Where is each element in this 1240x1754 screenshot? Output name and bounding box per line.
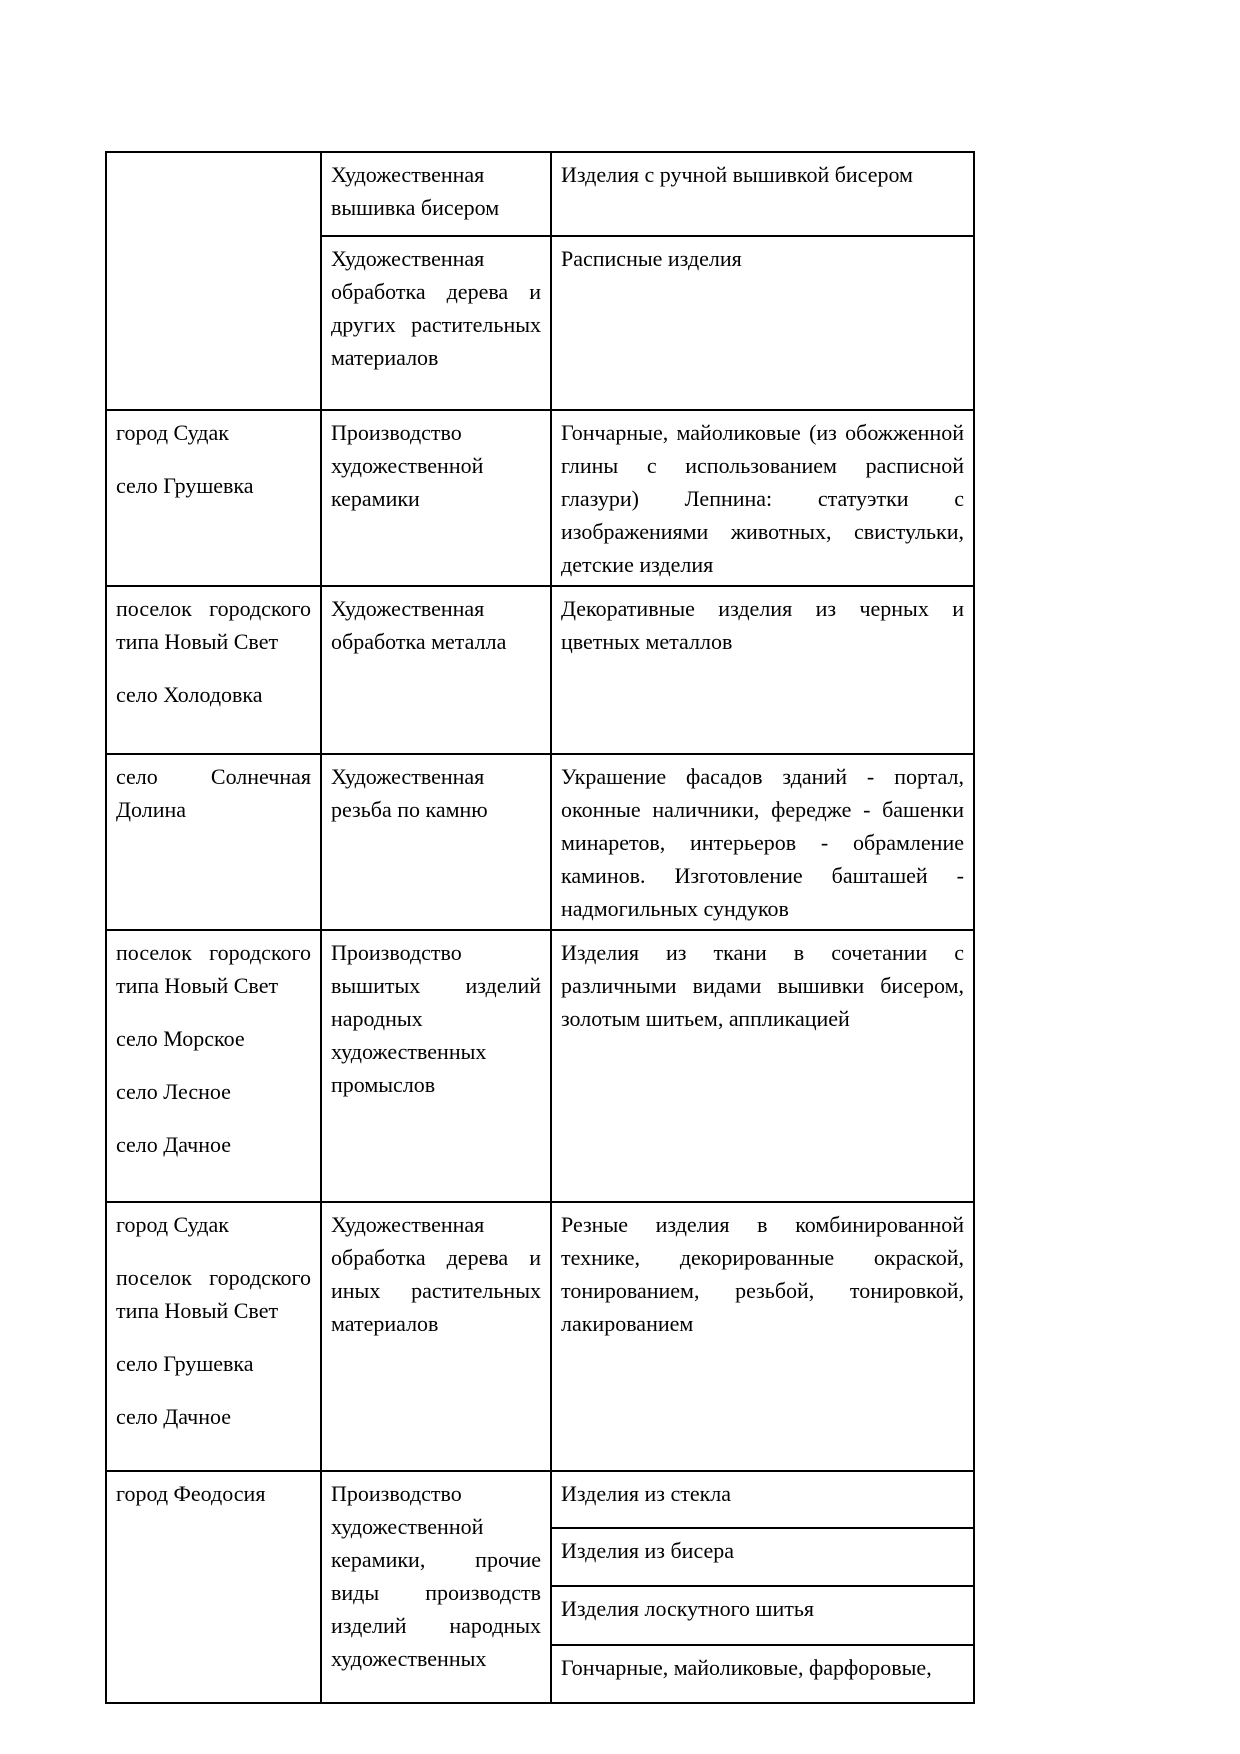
production-text: Художественная резьба по камню — [331, 764, 488, 822]
production-cell — [321, 1202, 551, 1471]
table-row — [106, 152, 974, 236]
location-item: село Морское — [116, 1026, 245, 1051]
table-row — [106, 1202, 974, 1471]
production-cell — [321, 1471, 551, 1703]
products-subcell — [551, 1471, 974, 1528]
production-cell — [321, 152, 551, 236]
table-row — [106, 754, 974, 930]
location-cell-empty — [106, 152, 321, 410]
product-text: Изделия с ручной вышивкой бисером — [561, 162, 913, 187]
production-cell — [321, 754, 551, 930]
product-text: Резные изделия в комбинированной технике, декорированные окраской, тонированием, резьбой, тонировкой, лакированием — [561, 1212, 964, 1336]
production-text: Художественная обработка дерева и других растительных материалов — [331, 246, 541, 370]
products-cell — [551, 1202, 974, 1471]
location-item: село Дачное — [116, 1404, 232, 1429]
location-item: город Судак — [116, 420, 229, 445]
product-text: Изделия из ткани в сочетании с различными видами вышивки бисером, золотым шитьем, аппликацией — [561, 940, 964, 1031]
location-cell — [106, 930, 321, 1202]
products-subcell — [551, 1528, 974, 1586]
location-cell — [106, 1202, 321, 1471]
location-item: село Грушевка — [116, 1351, 254, 1376]
location-item: поселок городского типа Новый Свет — [116, 940, 311, 998]
production-cell — [321, 930, 551, 1202]
production-text: Художественная обработка дерева и иных растительных материалов — [331, 1212, 541, 1336]
table-row — [106, 1471, 974, 1528]
production-text: Производство вышитых изделий народных художественных промыслов — [331, 940, 541, 1097]
product-text: Гончарные, майоликовые, фарфоровые, — [561, 1655, 932, 1680]
location-item: село Холодовка — [116, 682, 263, 707]
production-text: Художественная обработка металла — [331, 596, 507, 654]
location-cell — [106, 1471, 321, 1703]
product-text: Гончарные, майоликовые (из обожженной глины с использованием расписной глазури) Лепнина: статуэтки с изображениями животных, свистульки, детские изделия — [561, 420, 964, 577]
products-cell — [551, 410, 974, 586]
production-text: Производство художественной керамики, прочие виды производств изделий народных художественных — [331, 1481, 541, 1671]
production-text: Производство художественной керамики — [331, 420, 484, 511]
products-cell — [551, 152, 974, 236]
location-item: поселок городского типа Новый Свет — [116, 596, 311, 654]
location-item: город Судак — [116, 1212, 229, 1237]
table-row — [106, 930, 974, 1202]
production-text: Художественная вышивка бисером — [331, 162, 500, 220]
location-item: село Дачное — [116, 1132, 232, 1157]
location-item: село Грушевка — [116, 473, 254, 498]
product-text: Декоративные изделия из черных и цветных металлов — [561, 596, 964, 654]
product-text: Изделия из бисера — [561, 1538, 735, 1563]
products-cell — [551, 754, 974, 930]
production-cell — [321, 586, 551, 754]
crafts-table — [105, 151, 975, 1704]
location-item: село Солнечная Долина — [116, 764, 311, 822]
location-cell — [106, 754, 321, 930]
location-item: село Лесное — [116, 1079, 231, 1104]
location-item: поселок городского типа Новый Свет — [116, 1265, 311, 1323]
products-cell — [551, 236, 974, 410]
table-row — [106, 410, 974, 586]
products-cell — [551, 930, 974, 1202]
product-text: Расписные изделия — [561, 246, 742, 271]
product-text: Украшение фасадов зданий - портал, оконные наличники, фередже - башенки минаретов, интерьеров - обрамление каминов. Изготовление башташей - надмогильных сундуков — [561, 764, 964, 921]
location-cell — [106, 586, 321, 754]
location-item: город Феодосия — [116, 1481, 266, 1506]
product-text: Изделия из стекла — [561, 1481, 732, 1506]
products-subcell — [551, 1586, 974, 1645]
products-subcell — [551, 1645, 974, 1703]
products-cell — [551, 586, 974, 754]
location-cell — [106, 410, 321, 586]
table-row — [106, 586, 974, 754]
production-cell — [321, 410, 551, 586]
product-text: Изделия лоскутного шитья — [561, 1596, 815, 1621]
production-cell — [321, 236, 551, 410]
